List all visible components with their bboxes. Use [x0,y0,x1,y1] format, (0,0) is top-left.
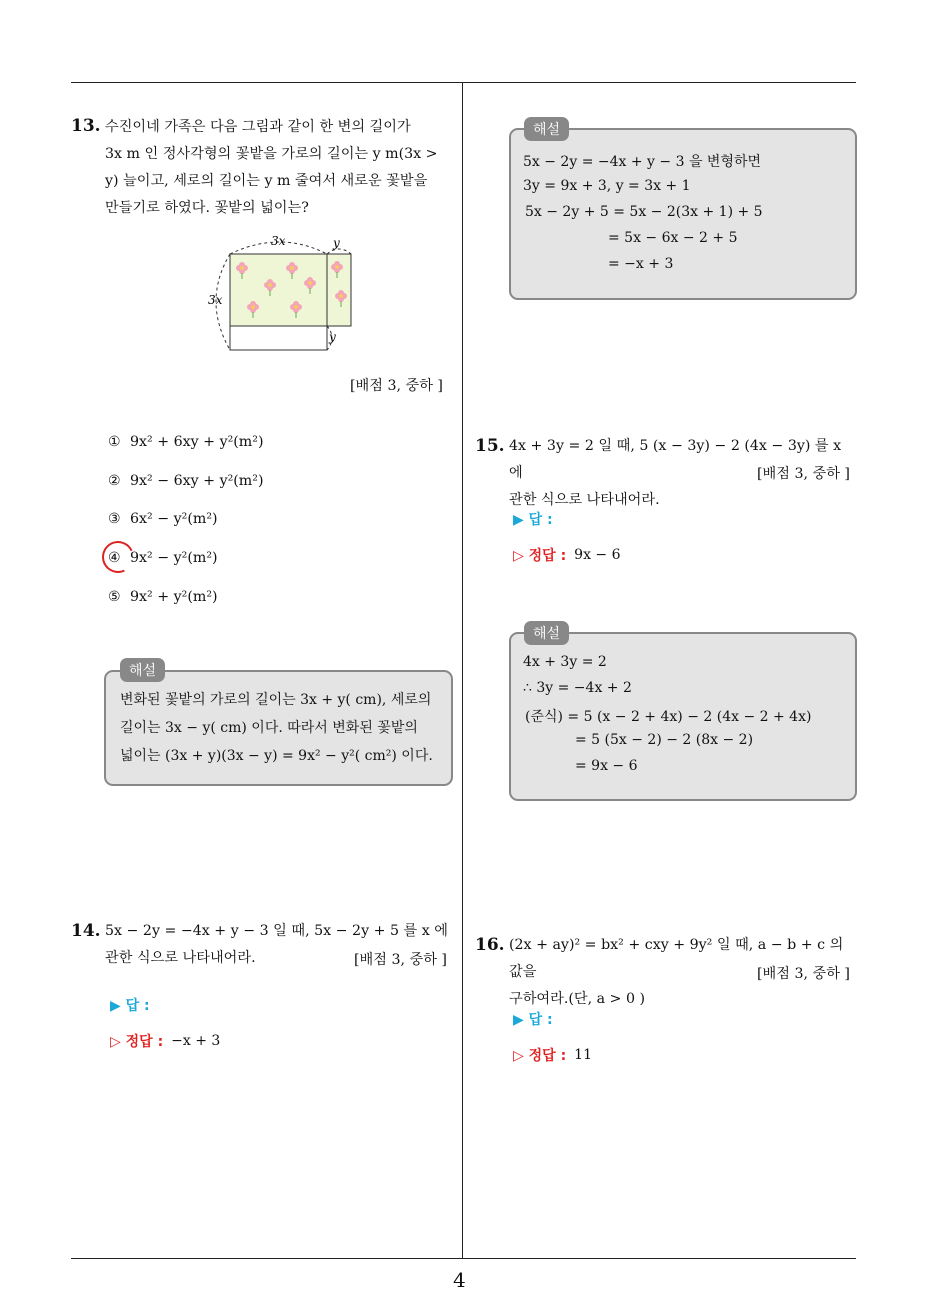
choice-2-mark: ② [108,473,121,489]
q13-number: 13. [71,116,101,136]
q16-correct-row [513,1045,592,1065]
q15-expl-line-1: 4x + 3y = 2 [523,654,607,670]
q13-line-2: 3x m 인 정사각형의 꽃밭을 가로의 길이는 y m(3x > [105,146,438,162]
choice-5[interactable] [108,589,218,605]
right-bottom-label: y [329,330,336,344]
q15-line-1: 4x + 3y = 2 일 때, 5 (x − 3y) − 2 (4x − 3y) 를 x 에 [509,438,842,481]
column-divider [462,83,463,1258]
top-label: 3x [271,234,286,248]
choice-3-mark: ③ [108,511,121,527]
top-rule [71,82,856,83]
q15-expl-line-3: (준식) = 5 (x − 2 + 4x) − 2 (4x − 2 + 4x) [525,709,812,725]
q15-correct-value: 9x − 6 [574,547,621,563]
q13-expl-line-2: 길이는 3x − y( cm) 이다. 따라서 변화된 꽃밭의 [120,720,418,736]
q15-number: 15. [475,436,505,456]
q15-expl-line-2: ∴ 3y = −4x + 2 [523,680,632,696]
selected-answer-circle [97,536,138,577]
q14-answer-row[interactable]: ▶ 답 : [110,998,150,1014]
q14-explanation-tag: 해설 [524,117,569,141]
q14-expl-line-3: 5x − 2y + 5 = 5x − 2(3x + 1) + 5 [525,204,763,220]
q14-correct-value: −x + 3 [171,1033,221,1049]
choice-1-text: 9x² + 6xy + y²(m²) [130,434,264,450]
q15-correct-row [513,545,621,565]
q13-expl-line-1: 변화된 꽃밭의 가로의 길이는 3x + y( cm), 세로의 [120,692,432,708]
q16-line-1: (2x + ay)² = bx² + cxy + 9y² 일 때, a − b + c 의 값을 [509,937,844,980]
q14-correct-label: ▷ 정답 : [110,1034,164,1050]
choice-4-mark: ④ [108,550,121,566]
removed-strip [230,326,327,350]
q14-expl-line-1: 5x − 2y = −4x + y − 3 을 변형하면 [523,154,762,170]
choice-3-text: 6x² − y²(m²) [130,511,218,527]
right-top-label: y [333,236,340,250]
q15-score: [배점 3, 중하 ] [757,466,850,482]
q14-line-1: 5x − 2y = −4x + y − 3 일 때, 5x − 2y + 5 를 x 에 [105,923,448,939]
bottom-rule [71,1258,856,1259]
choice-3[interactable] [108,511,218,527]
q14-correct-row [110,1031,220,1051]
q15-answer-row[interactable]: ▶ 답 : [513,512,553,528]
q16-score: [배점 3, 중하 ] [757,966,850,982]
q15-expl-line-5: = 9x − 6 [575,758,638,774]
q14-number: 14. [71,921,101,941]
q14-expl-line-2: 3y = 9x + 3, y = 3x + 1 [523,178,691,194]
q15-expl-line-4: = 5 (5x − 2) − 2 (8x − 2) [575,732,754,748]
q14-explanation-box [509,128,857,300]
choice-5-text: 9x² + y²(m²) [130,589,218,605]
q13-explanation-box [104,670,453,786]
q13-text [105,114,457,222]
q15-explanation-box [509,632,857,801]
q13-line-4: 만들기로 하였다. 꽃밭의 넓이는? [105,200,309,216]
q16-correct-value: 11 [574,1047,592,1063]
q16-number: 16. [475,935,505,955]
q15-correct-label: ▷ 정답 : [513,548,567,564]
q14-expl-line-5: = −x + 3 [608,256,674,272]
q13-line-1: 수진이네 가족은 다음 그림과 같이 한 변의 길이가 [105,119,411,135]
choice-5-mark: ⑤ [108,589,121,605]
q13-score: [배점 3, 중하 ] [350,378,443,394]
q15-explanation-tag: 해설 [524,621,569,645]
left-label: 3x [208,293,223,307]
q13-expl-line-3: 넓이는 (3x + y)(3x − y) = 9x² − y²( cm²) 이다. [120,748,433,764]
q16-answer-row[interactable]: ▶ 답 : [513,1012,553,1028]
q16-line-2: 구하여라.(단, a > 0 ) [509,991,646,1007]
choice-2[interactable] [108,473,264,489]
q16-correct-label: ▷ 정답 : [513,1048,567,1064]
q14-score: [배점 3, 중하 ] [354,952,447,968]
q14-line-2: 관한 식으로 나타내어라. [105,950,256,966]
choice-2-text: 9x² − 6xy + y²(m²) [130,473,264,489]
page-number: 4 [453,1268,466,1292]
choice-1[interactable] [108,434,264,450]
flower-bed-figure [200,228,360,358]
choice-1-mark: ① [108,434,121,450]
q13-line-3: y) 늘이고, 세로의 길이는 y m 줄여서 새로운 꽃밭을 [105,173,428,189]
q13-explanation-tag: 해설 [120,658,165,682]
q15-line-2: 관한 식으로 나타내어라. [509,492,660,508]
choice-4-text: 9x² − y²(m²) [130,550,218,566]
q14-expl-line-4: = 5x − 6x − 2 + 5 [608,230,738,246]
